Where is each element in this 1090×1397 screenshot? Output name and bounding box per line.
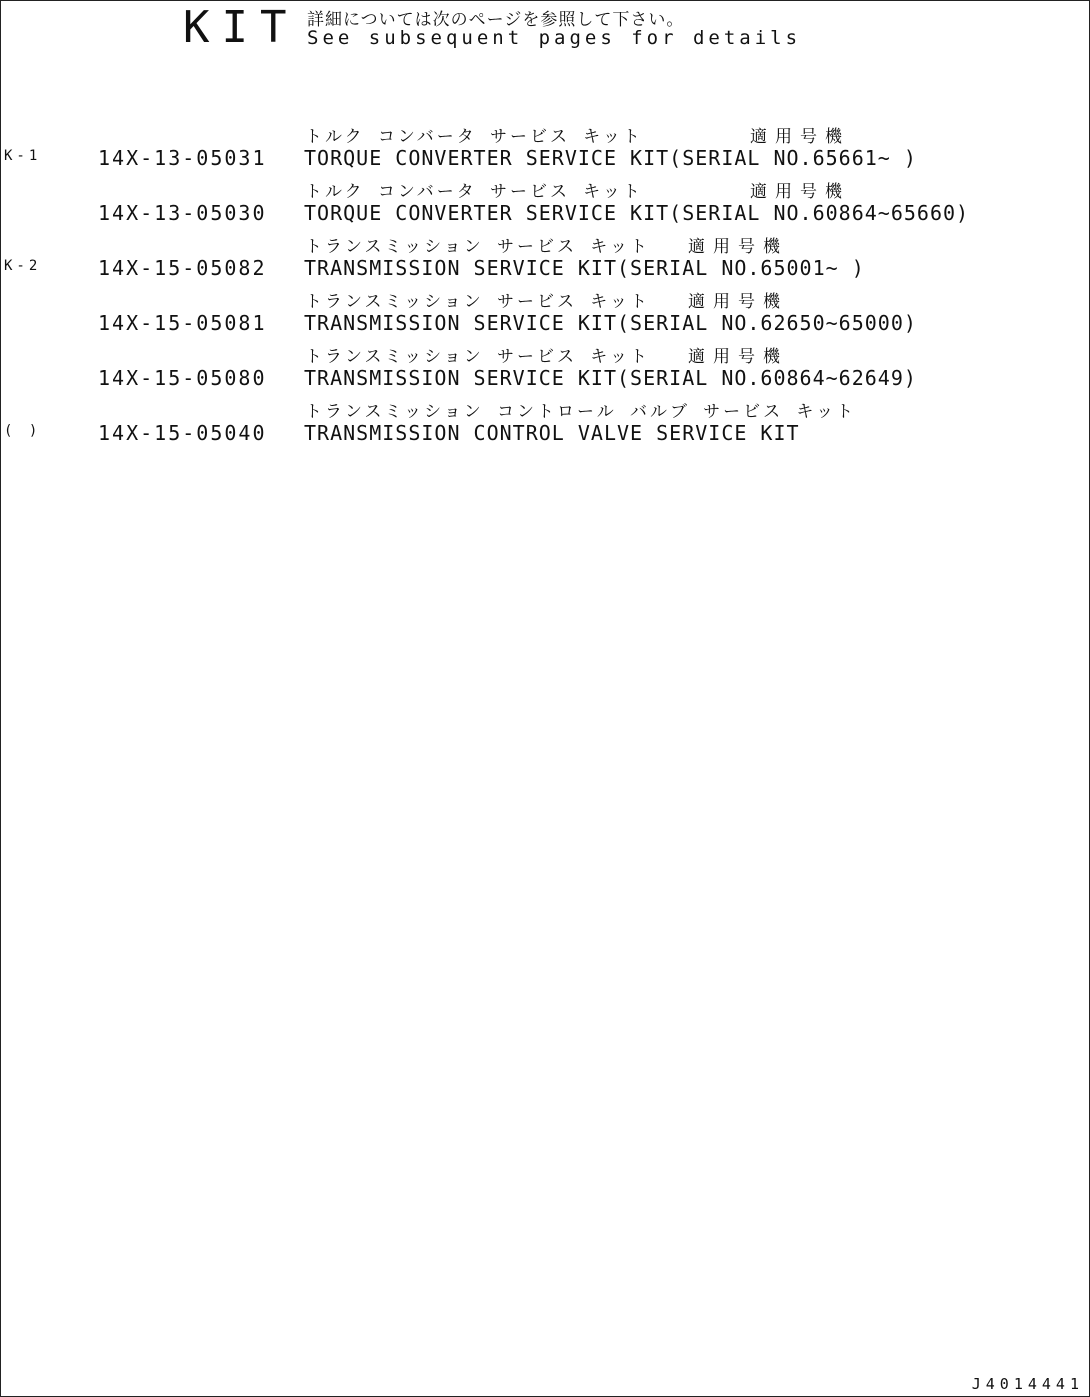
reference-code: K-2 xyxy=(4,258,42,274)
japanese-name-text: トランスミッション サービス キット xyxy=(305,237,650,257)
part-number: 14X-15-05081 xyxy=(98,311,267,335)
applicability-label: 適用号機 xyxy=(688,237,788,257)
japanese-name xyxy=(305,122,850,147)
japanese-name xyxy=(305,177,850,202)
japanese-name xyxy=(305,232,788,257)
parts-row xyxy=(0,232,1088,287)
part-description: TRANSMISSION SERVICE KIT(SERIAL NO.60864~62649) xyxy=(304,366,917,390)
japanese-name-text: トルク コンバータ サービス キット xyxy=(305,182,643,202)
japanese-name xyxy=(305,342,788,367)
part-description: TRANSMISSION CONTROL VALVE SERVICE KIT xyxy=(304,421,800,445)
details-note-japanese: 詳細については次のページを参照して下さい。 xyxy=(307,10,685,30)
part-number: 14X-15-05082 xyxy=(98,256,267,280)
document-code: J4014441 xyxy=(971,1375,1084,1393)
parts-list xyxy=(0,122,1088,452)
japanese-name-text: トルク コンバータ サービス キット xyxy=(305,127,643,147)
part-number: 14X-15-05080 xyxy=(98,366,267,390)
reference-code: K-1 xyxy=(4,148,42,164)
part-description: TORQUE CONVERTER SERVICE KIT(SERIAL NO.60864~65660) xyxy=(304,201,970,225)
parts-row xyxy=(0,342,1088,397)
japanese-name-text: トランスミッション サービス キット xyxy=(305,347,650,367)
japanese-name xyxy=(305,287,788,312)
applicability-label: 適用号機 xyxy=(688,347,788,367)
part-number: 14X-15-05040 xyxy=(98,421,267,445)
japanese-name-text: トランスミッション サービス キット xyxy=(305,292,650,312)
part-number: 14X-13-05030 xyxy=(98,201,267,225)
applicability-label: 適用号機 xyxy=(750,182,850,202)
parts-row xyxy=(0,287,1088,342)
part-description: TRANSMISSION SERVICE KIT(SERIAL NO.62650~65000) xyxy=(304,311,917,335)
applicability-label: 適用号機 xyxy=(750,127,850,147)
page-title: KIT xyxy=(183,2,299,53)
reference-code: ( ) xyxy=(4,423,42,439)
applicability-label: 適用号機 xyxy=(688,292,788,312)
japanese-name-text: トランスミッション コントロール バルブ サービス キット xyxy=(305,402,857,422)
parts-row xyxy=(0,397,1088,452)
japanese-name xyxy=(305,397,856,422)
part-number: 14X-13-05031 xyxy=(98,146,267,170)
parts-row xyxy=(0,177,1088,232)
parts-row xyxy=(0,122,1088,177)
part-description: TORQUE CONVERTER SERVICE KIT(SERIAL NO.65661~ ) xyxy=(304,146,917,170)
details-note-english: See subsequent pages for details xyxy=(307,27,802,49)
part-description: TRANSMISSION SERVICE KIT(SERIAL NO.65001~ ) xyxy=(304,256,865,280)
